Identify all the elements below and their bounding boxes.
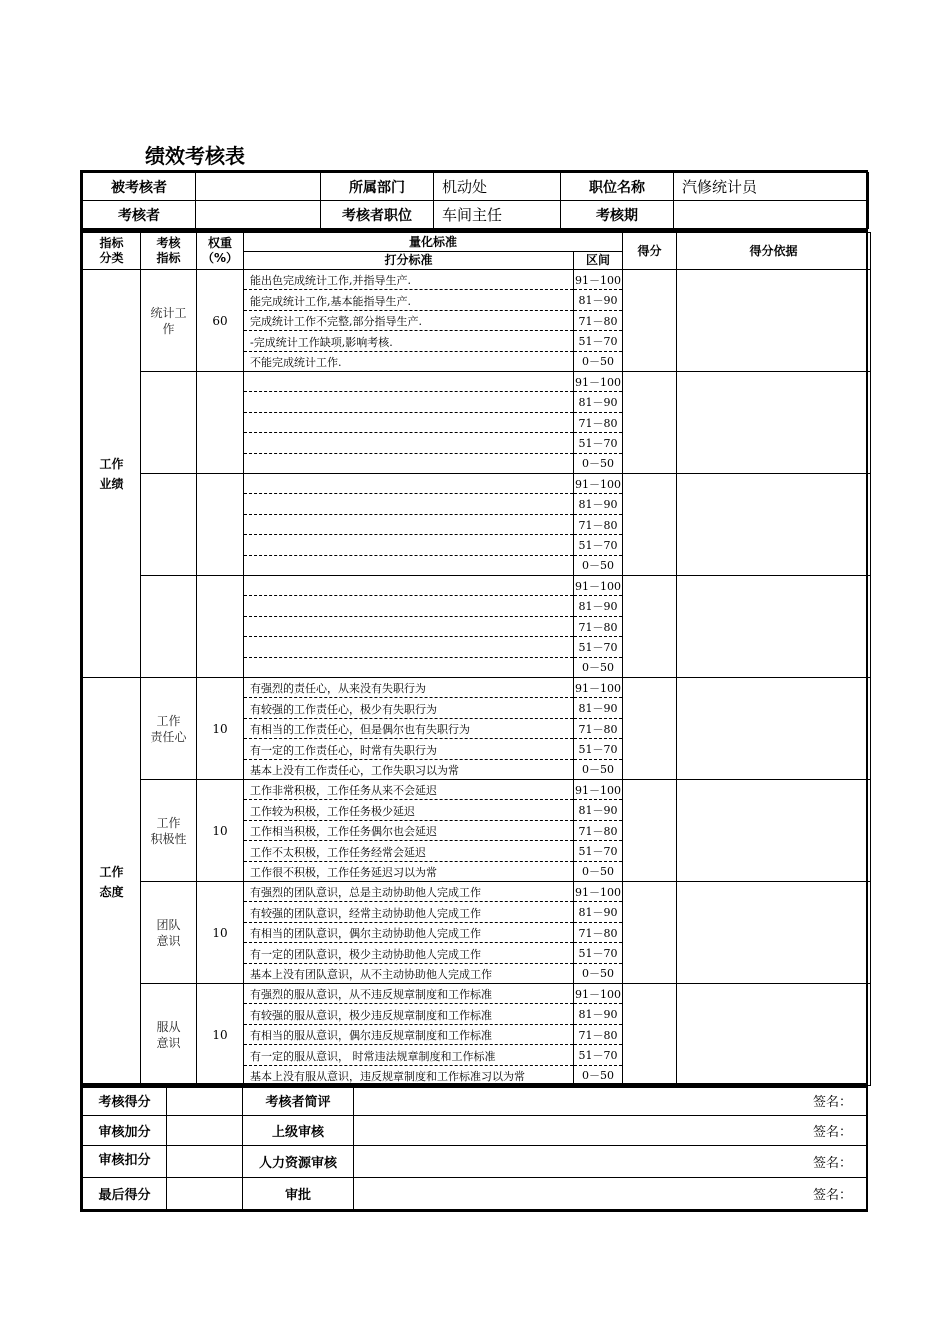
- score-field[interactable]: [623, 372, 677, 474]
- indicator-line: 工作: [156, 713, 181, 728]
- criterion-line: [244, 637, 573, 657]
- signature-field[interactable]: 签名：: [354, 1146, 867, 1178]
- criterion-line: 工作非常积极，工作任务从来不会延迟: [244, 780, 573, 800]
- indicator-row: [83, 372, 871, 474]
- range-label: 71－80: [574, 923, 622, 943]
- assessee-field[interactable]: [196, 173, 321, 201]
- criterion-line: [244, 433, 573, 453]
- col-header-basis: 得分依据: [677, 233, 871, 270]
- category-line: 工作: [99, 456, 124, 471]
- criterion-line: 有相当的团队意识，偶尔主动协助他人完成工作: [244, 923, 573, 943]
- range-label: 71－80: [574, 413, 622, 433]
- footer-left-label: 最后得分: [83, 1178, 167, 1210]
- range-cell: [574, 270, 623, 372]
- range-label: 91－100: [574, 780, 622, 800]
- indicator-line: 意识: [156, 933, 181, 948]
- indicator-row: [83, 474, 871, 576]
- range-label: 71－80: [574, 1025, 622, 1045]
- range-cell: [574, 576, 623, 678]
- criterion-line: [244, 658, 573, 677]
- scoring-criteria-cell: [244, 678, 574, 780]
- range-cell: [574, 678, 623, 780]
- range-label: 71－80: [574, 311, 622, 331]
- department-label: 所属部门: [321, 173, 434, 201]
- criterion-line: [244, 392, 573, 412]
- scoring-criteria-cell: [244, 780, 574, 882]
- category-line: 态度: [99, 884, 124, 899]
- col-header-category: [83, 233, 141, 270]
- col-header-range: 区间: [574, 252, 623, 270]
- period-field[interactable]: [674, 201, 869, 229]
- criterion-line: 工作不太积极，工作任务经常会延迟: [244, 841, 573, 861]
- criterion-line: [244, 474, 573, 494]
- range-label: 71－80: [574, 821, 622, 841]
- criterion-line: 能出色完成统计工作,并指导生产.: [244, 270, 573, 290]
- score-basis-field[interactable]: [677, 474, 871, 576]
- range-label: 91－100: [574, 678, 622, 698]
- score-field[interactable]: [623, 270, 677, 372]
- range-label: 0－50: [582, 865, 614, 879]
- range-label: 0－50: [582, 661, 614, 675]
- col-header-indicator-line1: 考核: [156, 236, 181, 250]
- criterion-line: 有强烈的团队意识，总是主动协助他人完成工作: [244, 882, 573, 902]
- indicator-line: 团队: [156, 917, 181, 932]
- range-label: 51－70: [574, 637, 622, 657]
- indicator-cell: [141, 882, 197, 984]
- signature-field[interactable]: 签名：: [354, 1178, 867, 1210]
- col-header-score: 得分: [623, 233, 677, 270]
- range-label: 81－90: [574, 800, 622, 820]
- period-label: 考核期: [561, 201, 674, 229]
- range-cell: [574, 474, 623, 576]
- footer-left-label: 考核得分: [83, 1086, 167, 1116]
- criterion-line: -完成统计工作缺项,影响考核.: [244, 331, 573, 351]
- range-label: 81－90: [574, 290, 622, 310]
- range-label: 0－50: [582, 559, 614, 573]
- score-basis-field[interactable]: [677, 678, 871, 780]
- range-label: 71－80: [574, 719, 622, 739]
- indicator-cell: [141, 576, 197, 678]
- score-basis-field[interactable]: [677, 576, 871, 678]
- weight-cell: 10: [197, 780, 244, 882]
- score-field[interactable]: [623, 474, 677, 576]
- range-label: 91－100: [574, 576, 622, 596]
- signature-field[interactable]: 签名：: [354, 1116, 867, 1146]
- range-label: 91－100: [574, 372, 622, 392]
- range-label: 51－70: [574, 433, 622, 453]
- range-label: 51－70: [574, 1045, 622, 1065]
- criterion-line: 有较强的服从意识，极少违反规章制度和工作标准: [244, 1004, 573, 1024]
- score-basis-field[interactable]: [677, 780, 871, 882]
- footer-mid-label: 上级审核: [243, 1116, 354, 1146]
- weight-cell: [197, 576, 244, 678]
- score-basis-field[interactable]: [677, 984, 871, 1086]
- range-label: 0－50: [582, 355, 614, 369]
- range-label: 0－50: [582, 457, 614, 471]
- approval-row: [83, 1116, 867, 1146]
- position-label: 职位名称: [561, 173, 674, 201]
- range-label: 0－50: [582, 967, 614, 981]
- criterion-line: 有一定的服从意识， 时常违法规章制度和工作标准: [244, 1045, 573, 1065]
- criterion-line: 有较强的团队意识，经常主动协助他人完成工作: [244, 902, 573, 922]
- criterion-line: 不能完成统计工作.: [250, 356, 342, 370]
- indicator-line: 积极性: [150, 831, 187, 846]
- criterion-line: [244, 556, 573, 575]
- col-header-category-line1: 指标: [99, 236, 124, 250]
- department-field[interactable]: 机动处: [434, 173, 561, 201]
- criterion-line: 工作很不积极，工作任务延迟习以为常: [250, 866, 437, 880]
- indicator-cell: [141, 474, 197, 576]
- criterion-line: 基本上没有服从意识，违反规章制度和工作标准习以为常: [250, 1070, 525, 1084]
- criterion-line: 有较强的工作责任心，极少有失职行为: [244, 698, 573, 718]
- range-label: 81－90: [574, 698, 622, 718]
- criterion-line: 有一定的工作责任心，时常有失职行为: [244, 739, 573, 759]
- footer-left-value[interactable]: [167, 1116, 243, 1146]
- criterion-line: 能完成统计工作,基本能指导生产.: [244, 290, 573, 310]
- signature-field[interactable]: 签名：: [354, 1086, 867, 1116]
- criterion-line: 完成统计工作不完整,部分指导生产.: [244, 311, 573, 331]
- criterion-line: 工作较为积极，工作任务极少延迟: [244, 800, 573, 820]
- col-header-weight-line2: （%）: [201, 251, 239, 265]
- criterion-line: 基本上没有工作责任心，工作失职习以为常: [250, 764, 459, 778]
- scoring-criteria-cell: [244, 474, 574, 576]
- indicator-row: [83, 882, 871, 984]
- col-header-scoring: 打分标准: [244, 252, 574, 270]
- range-label: 91－100: [574, 474, 622, 494]
- range-label: 81－90: [574, 902, 622, 922]
- category-cell: [83, 270, 141, 678]
- criterion-line: 工作相当积极，工作任务偶尔也会延迟: [244, 821, 573, 841]
- assessor-label: 考核者: [83, 201, 196, 229]
- range-label: 81－90: [574, 392, 622, 412]
- weight-cell: [197, 474, 244, 576]
- criterion-line: [244, 535, 573, 555]
- indicator-line: 工作: [156, 815, 181, 830]
- approval-row: [83, 1086, 867, 1116]
- criterion-line: 有相当的服从意识，偶尔违反规章制度和工作标准: [244, 1025, 573, 1045]
- approval-row: [83, 1178, 867, 1210]
- col-header-category-line2: 分类: [99, 251, 124, 265]
- score-field[interactable]: [623, 576, 677, 678]
- criterion-line: [244, 454, 573, 473]
- indicator-cell: [141, 984, 197, 1086]
- indicator-cell: [141, 678, 197, 780]
- assessor-field[interactable]: [196, 201, 321, 229]
- footer-mid-label: 审批: [243, 1178, 354, 1210]
- col-header-weight: [197, 233, 244, 270]
- scoring-criteria-cell: [244, 882, 574, 984]
- assessor-position-label: 考核者职位: [321, 201, 434, 229]
- weight-cell: 10: [197, 678, 244, 780]
- range-label: 51－70: [574, 331, 622, 351]
- position-field[interactable]: 汽修统计员: [674, 173, 869, 201]
- score-field[interactable]: [623, 984, 677, 1086]
- range-label: 71－80: [574, 617, 622, 637]
- category-cell: [83, 678, 141, 1086]
- indicator-row: [83, 576, 871, 678]
- assessee-label: 被考核者: [83, 173, 196, 201]
- range-label: 51－70: [574, 535, 622, 555]
- range-label: 91－100: [574, 270, 622, 290]
- range-label: 71－80: [574, 515, 622, 535]
- col-header-quant: 量化标准: [244, 233, 623, 252]
- scoring-criteria-cell: [244, 270, 574, 372]
- category-line: 工作: [99, 864, 124, 879]
- scoring-criteria-cell: [244, 576, 574, 678]
- header-info-table: [80, 170, 868, 231]
- range-label: 0－50: [582, 763, 614, 777]
- category-line: 业绩: [99, 476, 124, 491]
- footer-left-value[interactable]: [167, 1178, 243, 1210]
- scoring-criteria-cell: [244, 372, 574, 474]
- range-label: 51－70: [574, 841, 622, 861]
- range-label: 91－100: [574, 984, 622, 1004]
- indicator-cell: [141, 780, 197, 882]
- col-header-indicator-line2: 指标: [156, 251, 181, 265]
- criterion-line: [244, 617, 573, 637]
- indicator-cell: [141, 372, 197, 474]
- range-label: 81－90: [574, 596, 622, 616]
- range-label: 0－50: [582, 1069, 614, 1083]
- criterion-line: [244, 413, 573, 433]
- score-basis-field[interactable]: [677, 372, 871, 474]
- indicator-line: 服从: [156, 1019, 181, 1034]
- weight-cell: 60: [197, 270, 244, 372]
- range-label: 81－90: [574, 494, 622, 514]
- criterion-line: [244, 515, 573, 535]
- criterion-line: [244, 494, 573, 514]
- approval-row: [83, 1146, 867, 1178]
- range-label: 81－90: [574, 1004, 622, 1024]
- range-label: 51－70: [574, 739, 622, 759]
- assessor-position-field[interactable]: 车间主任: [434, 201, 561, 229]
- range-cell: [574, 882, 623, 984]
- footer-left-label: 审核扣分: [83, 1146, 167, 1178]
- weight-cell: 10: [197, 882, 244, 984]
- indicator-line: 统计工: [150, 305, 187, 320]
- criterion-line: 有相当的工作责任心，但是偶尔也有失职行为: [244, 719, 573, 739]
- criterion-line: 有强烈的服从意识，从不违反规章制度和工作标准: [244, 984, 573, 1004]
- indicator-line: 作: [162, 321, 175, 336]
- range-cell: [574, 372, 623, 474]
- evaluation-table: [80, 230, 868, 1088]
- range-cell: [574, 780, 623, 882]
- indicator-row: [83, 678, 871, 780]
- criterion-line: 有强烈的责任心，从来没有失职行为: [244, 678, 573, 698]
- indicator-row: [83, 270, 871, 372]
- range-cell: [574, 984, 623, 1086]
- footer-left-label: 审核加分: [83, 1116, 167, 1146]
- indicator-line: 意识: [156, 1035, 181, 1050]
- indicator-row: [83, 984, 871, 1086]
- footer-mid-label: 考核者简评: [243, 1086, 354, 1116]
- indicator-line: 责任心: [150, 729, 187, 744]
- page-title: 绩效考核表: [145, 144, 245, 168]
- col-header-weight-line1: 权重: [207, 236, 232, 250]
- score-basis-field[interactable]: [677, 270, 871, 372]
- score-field[interactable]: [623, 678, 677, 780]
- criterion-line: [244, 596, 573, 616]
- criterion-line: [244, 372, 573, 392]
- col-header-indicator: [141, 233, 197, 270]
- criterion-line: 基本上没有团队意识，从不主动协助他人完成工作: [250, 968, 492, 982]
- scoring-criteria-cell: [244, 984, 574, 1086]
- weight-cell: [197, 372, 244, 474]
- range-label: 91－100: [574, 882, 622, 902]
- footer-left-value[interactable]: [167, 1086, 243, 1116]
- footer-left-value[interactable]: [167, 1146, 243, 1178]
- range-label: 51－70: [574, 943, 622, 963]
- score-basis-field[interactable]: [677, 882, 871, 984]
- criterion-line: 有一定的团队意识，极少主动协助他人完成工作: [244, 943, 573, 963]
- approval-table: [80, 1083, 868, 1212]
- weight-cell: 10: [197, 984, 244, 1086]
- criterion-line: [244, 576, 573, 596]
- score-field[interactable]: [623, 882, 677, 984]
- indicator-row: [83, 780, 871, 882]
- footer-mid-label: 人力资源审核: [243, 1146, 354, 1178]
- score-field[interactable]: [623, 780, 677, 882]
- indicator-cell: [141, 270, 197, 372]
